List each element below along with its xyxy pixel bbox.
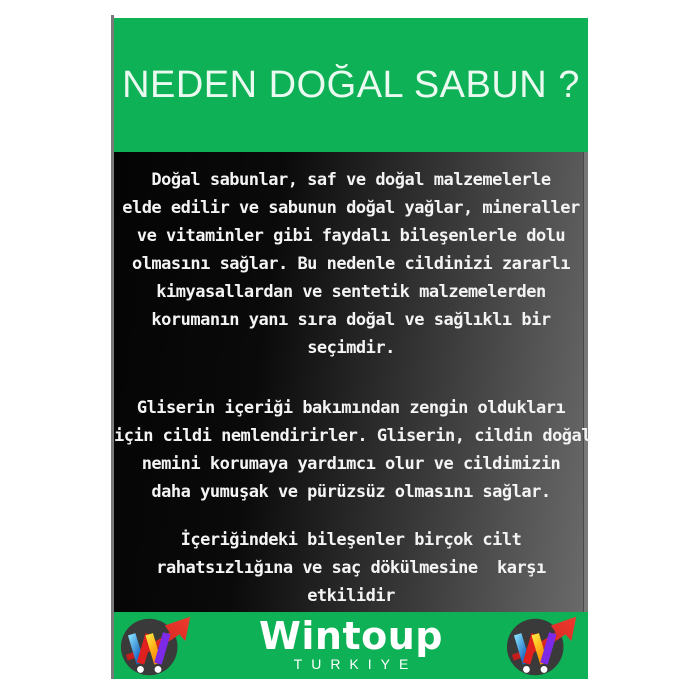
footer-banner bbox=[114, 612, 588, 679]
product-flyer bbox=[111, 15, 592, 679]
body-section bbox=[114, 152, 592, 612]
text-line: seçimdir. bbox=[307, 338, 395, 358]
paragraph-benefits bbox=[114, 166, 588, 362]
text-line: daha yumuşak ve pürüzsüz olmasını sağlar. bbox=[151, 482, 551, 502]
text-line: rahatsızlığına ve saç dökülmesine karşı bbox=[156, 558, 546, 578]
text-line: etkilidir bbox=[307, 586, 395, 606]
text-line: İçeriğindeki bileşenler birçok cilt bbox=[180, 530, 522, 550]
paragraph-glycerin bbox=[114, 394, 592, 506]
brand-name: Wintoup bbox=[258, 614, 444, 658]
text-line: korumanın yanı sıra doğal ve sağlıklı bir bbox=[151, 310, 551, 330]
paragraph-ingredients bbox=[114, 526, 588, 610]
text-line: nemini korumaya yardımcı olur ve cildimizin bbox=[141, 454, 561, 474]
wintoup-cart-logo-icon bbox=[505, 614, 583, 678]
text-line: olmasını sağlar. Bu nedenle cildinizi zararlı bbox=[131, 254, 571, 274]
text-line: için cildi nemlendirirler. Gliserin, cildin doğal bbox=[114, 426, 592, 446]
text-line: Doğal sabunlar, saf ve doğal malzemelerle bbox=[151, 170, 551, 190]
text-line: kimyasallardan ve sentetik malzemelerden bbox=[156, 282, 546, 302]
brand-country: TURKIYE bbox=[293, 656, 418, 672]
text-line: Gliserin içeriği bakımından zengin oldukları bbox=[136, 398, 566, 418]
brand-block bbox=[197, 614, 505, 672]
page-title: NEDEN DOĞAL SABUN ? bbox=[122, 63, 580, 106]
text-line: elde edilir ve sabunun doğal yağlar, mineraller bbox=[122, 198, 580, 218]
text-line: ve vitaminler gibi faydalı bileşenlerle dolu bbox=[136, 226, 566, 246]
header-banner bbox=[114, 18, 588, 152]
wintoup-cart-logo-icon bbox=[119, 614, 197, 678]
